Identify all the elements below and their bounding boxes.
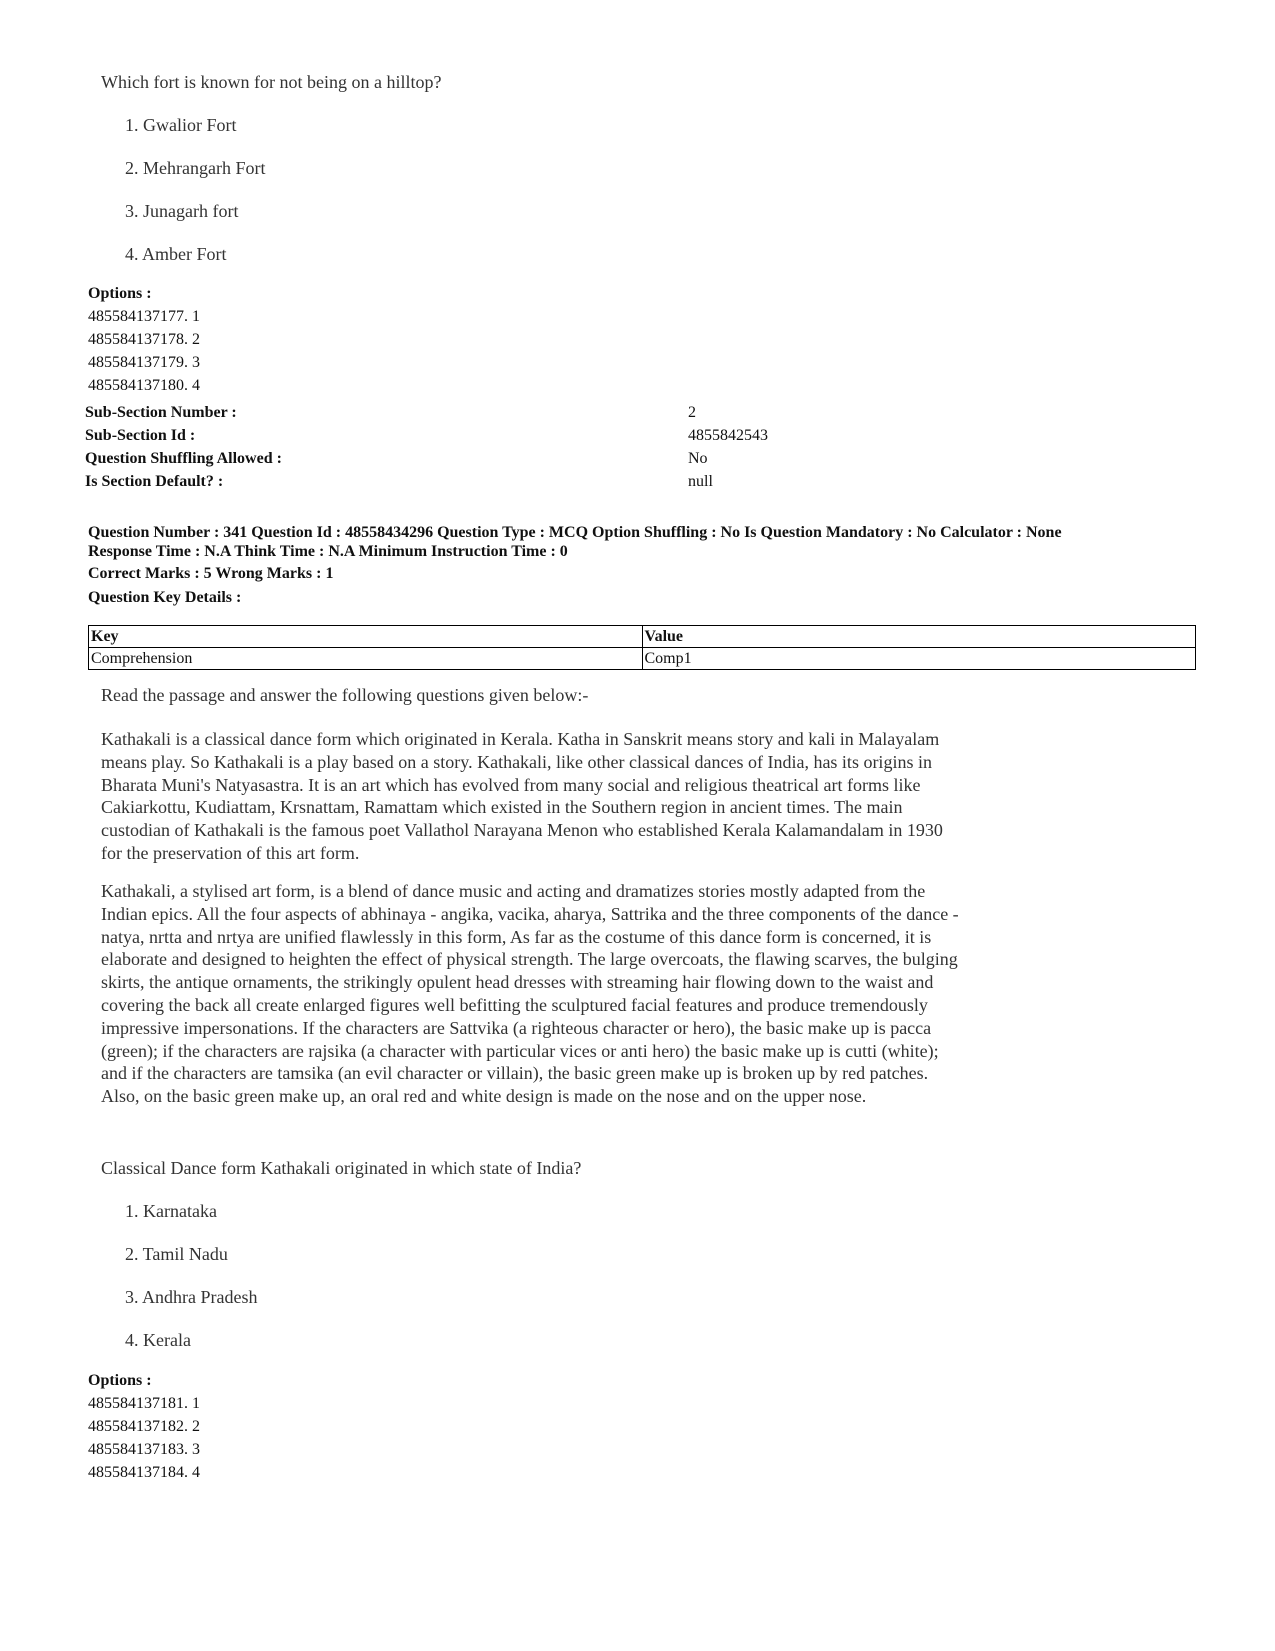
option-id: 485584137182. 2 [88,1418,200,1435]
choice-item: 2. Mehrangarh Fort [125,158,266,178]
key-details-table [88,625,1196,670]
options-label: Options : [88,285,152,302]
choice-item: 1. Karnataka [125,1201,217,1221]
choice-item: 1. Gwalior Fort [125,115,237,135]
choice-item: 3. Junagarh fort [125,201,239,221]
choice-item: 4. Kerala [125,1330,191,1350]
subsection-id-value: 4855842543 [688,427,768,444]
option-id: 485584137177. 1 [88,308,200,325]
subsection-id-label: Sub-Section Id : [85,427,196,444]
options-label: Options : [88,1372,152,1389]
passage-paragraph: Kathakali, a stylised art form, is a blend of dance music and acting and dramatizes stories mostly adapted from the Indian epics. All the four aspects of abhinaya - angika, vacika, aharya, Sattrika and the three components of the dance - natya, nrtta and nrtya are unified flawlessly in this form, As far as the costume of this dance form is concerned, it is elaborate and designed to heighten the effect of physical strength. The large overcoats, the flawing scarves, the bulging skirts, the antique ornaments, the strikingly opulent head dresses with streaming hair flowing down to the waist and covering the back all create enlarged figures well befitting the sculptured facial features and produce tremendously impressive impersonations. If the characters are Sattvika (a righteous character or hero), the basic make up is pacca (green); if the characters are rajsika (a character with particular vices or anti hero) the basic make up is cutti (white); and if the characters are tamsika (an evil character or villain), the basic green make up is broken up by red patches. Also, on the basic green make up, an oral red and white design is made on the nose and on the upper nose. [101,881,959,1107]
table-header-cell: Key [89,626,643,648]
question-meta-line: Response Time : N.A Think Time : N.A Minimum Instruction Time : 0 [88,543,568,560]
table-header-cell: Value [642,626,1196,648]
option-id: 485584137180. 4 [88,377,200,394]
section-default-label: Is Section Default? : [85,473,224,490]
section-default-value: null [688,473,713,490]
passage-paragraph: Kathakali is a classical dance form which originated in Kerala. Katha in Sanskrit means story and kali in Malayalam means play. So Kathakali is a play based on a story. Kathakali, like other classical dances of India, has its origins in Bharata Muni's Natyasastra. It is an art which has evolved from many social and religious theatrical art forms like Cakiarkottu, Kudiattam, Krsnattam, Ramattam which existed in the Southern region in ancient times. The main custodian of Kathakali is the famous poet Vallathol Narayana Menon who established Kerala Kalamandalam in 1930 for the preservation of this art form. [101,729,943,863]
option-id: 485584137183. 3 [88,1441,200,1458]
choice-item: 3. Andhra Pradesh [125,1287,258,1307]
passage-instruction: Read the passage and answer the following questions given below:- [101,685,589,705]
marks-line: Correct Marks : 5 Wrong Marks : 1 [88,565,334,582]
option-id: 485584137184. 4 [88,1464,200,1481]
subsection-number-label: Sub-Section Number : [85,404,237,421]
question-meta [88,523,1218,561]
question-text: Which fort is known for not being on a hilltop? [101,72,442,92]
question-shuffling-label: Question Shuffling Allowed : [85,450,282,467]
table-header-row [89,626,1196,648]
option-id: 485584137179. 3 [88,354,200,371]
choice-item: 2. Tamil Nadu [125,1244,228,1264]
question-shuffling-value: No [688,450,708,467]
subsection-number-value: 2 [688,404,696,421]
key-details-label: Question Key Details : [88,589,242,606]
option-id: 485584137178. 2 [88,331,200,348]
table-row [89,648,1196,670]
question-text: Classical Dance form Kathakali originated in which state of India? [101,1158,582,1178]
option-id: 485584137181. 1 [88,1395,200,1412]
table-cell: Comp1 [642,648,1196,670]
question-meta-line: Question Number : 341 Question Id : 48558434296 Question Type : MCQ Option Shuffling : No Is Question Mandatory : No Calculator : None [88,524,1062,541]
table-cell: Comprehension [89,648,643,670]
choice-item: 4. Amber Fort [125,244,227,264]
